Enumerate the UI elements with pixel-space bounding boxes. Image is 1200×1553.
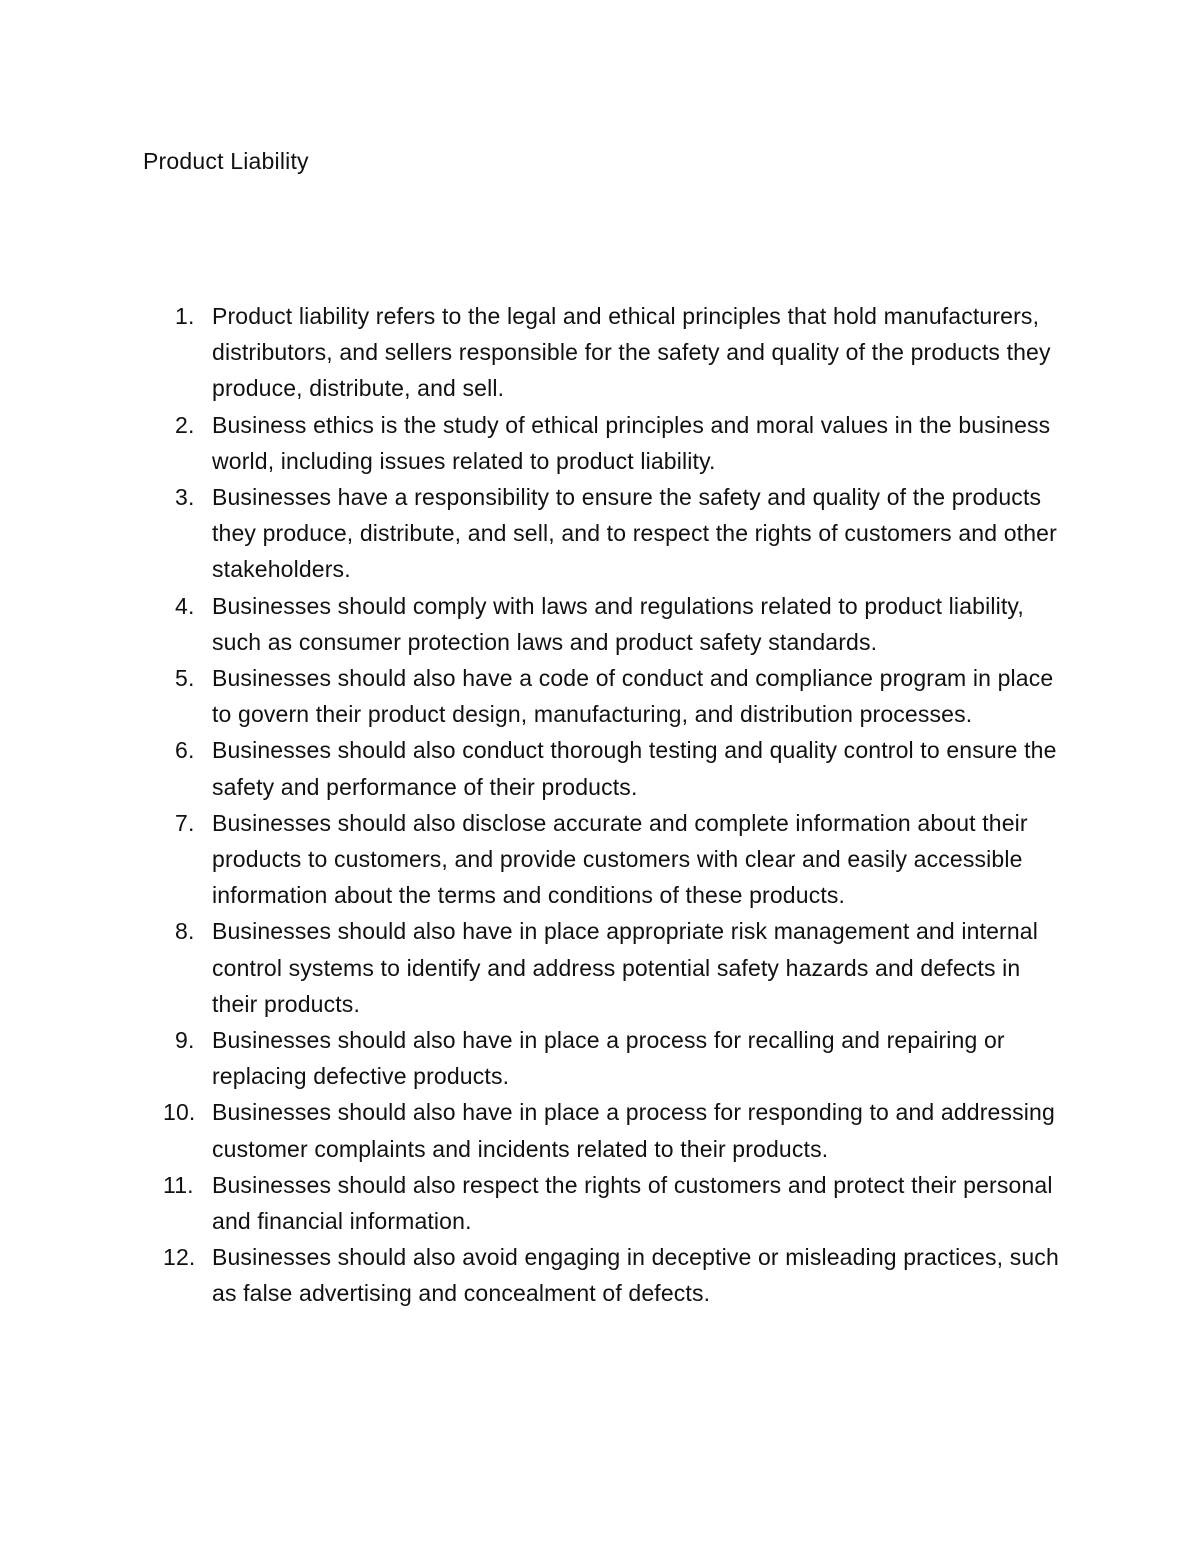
list-item-number: 9. — [175, 1027, 195, 1054]
list-item-number: 2. — [175, 411, 195, 438]
numbered-list — [0, 298, 1200, 1312]
list-item-number: 3. — [175, 484, 195, 511]
list-item-number: 10. — [163, 1099, 196, 1126]
list-item — [0, 1239, 1072, 1311]
list-item — [0, 479, 1072, 588]
list-item-number: 5. — [175, 665, 195, 692]
list-item — [0, 407, 1072, 479]
list-item-number: 7. — [175, 809, 195, 836]
list-item-text: Businesses should comply with laws and regulations related to product liability, such as consumer protection laws and product safety standards. — [212, 592, 1024, 655]
list-item — [0, 805, 1072, 914]
list-item-number: 1. — [175, 303, 195, 329]
list-item-text: Businesses should also have in place a process for responding to and addressing customer complaints and incidents related to their products. — [212, 1099, 1055, 1162]
list-item-number: 8. — [175, 918, 195, 945]
document-title: Product Liability — [143, 148, 309, 174]
list-item-number: 4. — [175, 592, 195, 619]
list-item-text: Businesses should also disclose accurate and complete information about their products to customers, and provide customers with clear and easily accessible information about the terms and conditions of these products. — [212, 809, 1028, 909]
list-item — [0, 732, 1072, 804]
list-item-text: Product liability refers to the legal and ethical principles that hold manufacturers, distributors, and sellers responsible for the safety and quality of the products they produce, distribute, and sell. — [212, 303, 1051, 402]
list-item — [0, 1167, 1072, 1239]
list-item-text: Businesses should also conduct thorough testing and quality control to ensure the safety and performance of their products. — [212, 737, 1057, 800]
list-item-text: Businesses should also avoid engaging in deceptive or misleading practices, such as false advertising and concealment of defects. — [212, 1244, 1059, 1307]
list-item-text: Businesses should also have a code of conduct and compliance program in place to govern their product design, manufacturing, and distribution processes. — [212, 665, 1054, 728]
list-item-number: 6. — [175, 737, 195, 764]
list-item — [0, 298, 1072, 407]
list-item — [0, 1094, 1072, 1166]
list-item — [0, 1022, 1072, 1094]
list-item — [0, 660, 1072, 732]
list-item-text: Businesses have a responsibility to ensure the safety and quality of the products they produce, distribute, and sell, and to respect the rights of customers and other stakeholders. — [212, 484, 1057, 583]
list-item-text: Business ethics is the study of ethical principles and moral values in the business world, including issues related to product liability. — [212, 411, 1051, 474]
list-item — [0, 588, 1072, 660]
list-item-number: 12. — [163, 1244, 196, 1271]
list-item-text: Businesses should also respect the rights of customers and protect their personal and financial information. — [212, 1171, 1053, 1235]
list-item-text: Businesses should also have in place appropriate risk management and internal control systems to identify and address potential safety hazards and defects in their products. — [212, 918, 1038, 1017]
list-item-number: 11. — [163, 1171, 194, 1198]
list-item-text: Businesses should also have in place a process for recalling and repairing or replacing defective products. — [212, 1027, 1005, 1090]
list-item — [0, 913, 1072, 1022]
